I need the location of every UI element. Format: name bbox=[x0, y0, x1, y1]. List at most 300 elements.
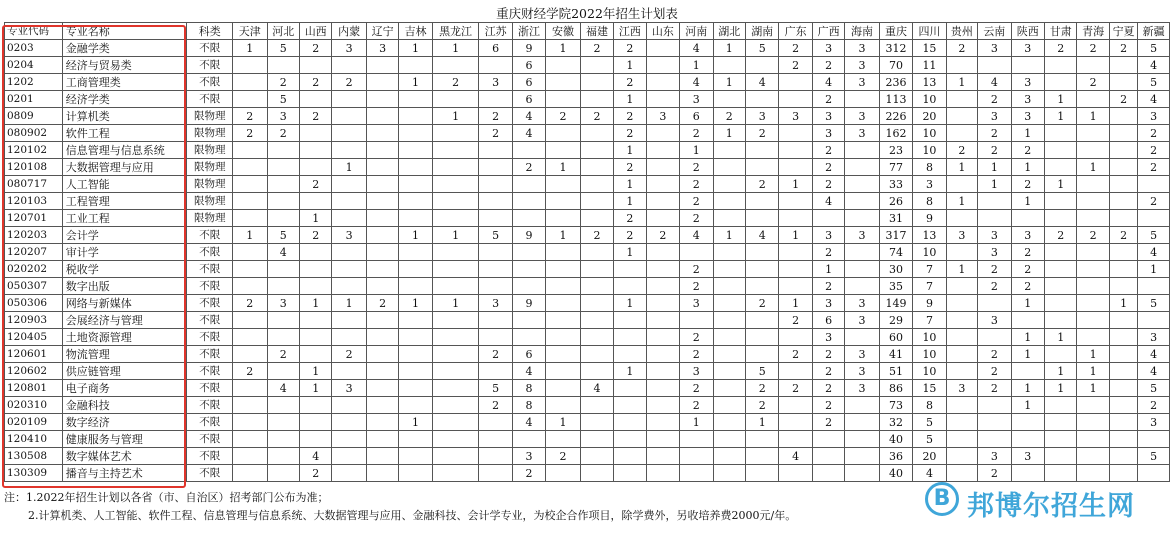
quota-cell bbox=[332, 176, 366, 193]
quota-cell: 2 bbox=[946, 142, 977, 159]
quota-cell bbox=[713, 244, 745, 261]
quota-cell bbox=[946, 295, 977, 312]
quota-cell bbox=[233, 57, 267, 74]
quota-cell bbox=[745, 448, 778, 465]
quota-cell: 317 bbox=[879, 227, 912, 244]
note-2: 2.计算机类、人工智能、软件工程、信息管理与信息系统、大数据管理与应用、金融科技、会计学专业，为校企合作项目，除学费外，另收培养费2000元/年。 bbox=[28, 509, 797, 522]
quota-cell: 1 bbox=[299, 380, 331, 397]
quota-cell: 2 bbox=[614, 227, 646, 244]
quota-cell: 1 bbox=[1011, 125, 1044, 142]
quota-cell bbox=[432, 312, 479, 329]
quota-cell bbox=[646, 125, 679, 142]
quota-cell: 35 bbox=[879, 278, 912, 295]
subject-type-cell: 不限 bbox=[187, 397, 233, 414]
quota-cell bbox=[812, 448, 844, 465]
column-header: 贵州 bbox=[946, 23, 977, 40]
column-header: 四川 bbox=[913, 23, 946, 40]
quota-cell bbox=[1109, 244, 1137, 261]
quota-cell: 3 bbox=[812, 329, 844, 346]
quota-cell: 2 bbox=[267, 74, 299, 91]
quota-cell: 2 bbox=[512, 465, 545, 482]
quota-cell: 7 bbox=[913, 261, 946, 278]
major-name-cell: 数字媒体艺术 bbox=[62, 448, 187, 465]
major-name-cell: 金融科技 bbox=[62, 397, 187, 414]
quota-cell bbox=[713, 57, 745, 74]
quota-cell bbox=[1109, 397, 1137, 414]
quota-cell bbox=[399, 278, 432, 295]
quota-cell bbox=[233, 176, 267, 193]
quota-cell: 1 bbox=[680, 57, 713, 74]
quota-cell: 1 bbox=[1077, 363, 1109, 380]
quota-cell bbox=[812, 431, 844, 448]
quota-cell: 3 bbox=[845, 227, 879, 244]
quota-cell: 2 bbox=[812, 380, 844, 397]
major-name-cell: 审计学 bbox=[62, 244, 187, 261]
quota-cell bbox=[1011, 363, 1044, 380]
quota-cell bbox=[299, 57, 331, 74]
quota-cell: 26 bbox=[879, 193, 912, 210]
quota-cell bbox=[366, 227, 398, 244]
quota-cell bbox=[479, 142, 512, 159]
quota-cell bbox=[1077, 125, 1109, 142]
table-row bbox=[5, 244, 1170, 261]
quota-cell: 2 bbox=[580, 108, 613, 125]
quota-cell bbox=[267, 312, 299, 329]
quota-cell bbox=[745, 142, 778, 159]
quota-cell bbox=[745, 57, 778, 74]
quota-cell bbox=[946, 465, 977, 482]
quota-cell: 1 bbox=[1077, 108, 1109, 125]
quota-cell bbox=[332, 125, 366, 142]
quota-cell: 1 bbox=[299, 210, 331, 227]
major-name-cell: 网络与新媒体 bbox=[62, 295, 187, 312]
quota-cell bbox=[299, 278, 331, 295]
quota-cell bbox=[779, 142, 812, 159]
quota-cell bbox=[332, 193, 366, 210]
quota-cell bbox=[546, 125, 580, 142]
column-header: 专业代码 bbox=[5, 23, 63, 40]
quota-cell: 2 bbox=[299, 108, 331, 125]
quota-cell: 5 bbox=[267, 91, 299, 108]
quota-cell bbox=[1109, 176, 1137, 193]
quota-cell bbox=[580, 210, 613, 227]
quota-cell: 2 bbox=[614, 159, 646, 176]
quota-cell bbox=[1077, 278, 1109, 295]
quota-cell: 2 bbox=[812, 397, 844, 414]
quota-cell: 4 bbox=[267, 244, 299, 261]
quota-cell bbox=[267, 414, 299, 431]
quota-cell bbox=[713, 346, 745, 363]
column-header: 重庆 bbox=[879, 23, 912, 40]
quota-cell: 9 bbox=[512, 40, 545, 57]
quota-cell: 5 bbox=[1138, 227, 1170, 244]
quota-cell bbox=[580, 465, 613, 482]
quota-cell: 2 bbox=[1138, 142, 1170, 159]
footnotes bbox=[4, 489, 796, 525]
quota-cell: 36 bbox=[879, 448, 912, 465]
quota-cell bbox=[233, 329, 267, 346]
quota-cell: 6 bbox=[479, 40, 512, 57]
quota-cell bbox=[432, 397, 479, 414]
quota-cell bbox=[1077, 397, 1109, 414]
quota-cell: 6 bbox=[680, 108, 713, 125]
quota-cell: 2 bbox=[779, 312, 812, 329]
quota-cell: 312 bbox=[879, 40, 912, 57]
quota-cell: 2 bbox=[1109, 227, 1137, 244]
quota-cell: 13 bbox=[913, 74, 946, 91]
quota-cell bbox=[713, 431, 745, 448]
quota-cell bbox=[946, 176, 977, 193]
quota-cell: 10 bbox=[913, 363, 946, 380]
quota-cell bbox=[1109, 108, 1137, 125]
quota-cell bbox=[366, 363, 398, 380]
subject-type-cell: 不限 bbox=[187, 329, 233, 346]
quota-cell bbox=[366, 346, 398, 363]
quota-cell bbox=[745, 346, 778, 363]
quota-cell bbox=[1011, 210, 1044, 227]
quota-cell bbox=[646, 431, 679, 448]
quota-cell bbox=[1109, 363, 1137, 380]
quota-cell bbox=[366, 244, 398, 261]
quota-cell: 3 bbox=[779, 108, 812, 125]
quota-cell: 13 bbox=[913, 227, 946, 244]
quota-cell bbox=[745, 278, 778, 295]
quota-cell bbox=[580, 295, 613, 312]
quota-cell bbox=[299, 431, 331, 448]
quota-cell: 6 bbox=[812, 312, 844, 329]
quota-cell bbox=[1045, 312, 1077, 329]
quota-cell: 2 bbox=[299, 40, 331, 57]
quota-cell bbox=[332, 210, 366, 227]
quota-cell: 2 bbox=[1011, 176, 1044, 193]
quota-cell: 2 bbox=[779, 40, 812, 57]
quota-cell bbox=[779, 465, 812, 482]
quota-cell: 2 bbox=[546, 108, 580, 125]
quota-cell bbox=[1045, 261, 1077, 278]
table-row bbox=[5, 312, 1170, 329]
table-row bbox=[5, 295, 1170, 312]
quota-cell bbox=[479, 210, 512, 227]
quota-cell: 3 bbox=[812, 125, 844, 142]
quota-cell bbox=[299, 261, 331, 278]
quota-cell bbox=[713, 414, 745, 431]
quota-cell bbox=[1109, 261, 1137, 278]
logo-text: 邦博尔招生网 bbox=[967, 491, 1135, 522]
quota-cell bbox=[1045, 57, 1077, 74]
quota-cell bbox=[946, 346, 977, 363]
quota-cell bbox=[1077, 261, 1109, 278]
quota-cell: 1 bbox=[399, 40, 432, 57]
quota-cell bbox=[299, 193, 331, 210]
column-header: 江西 bbox=[614, 23, 646, 40]
quota-cell bbox=[614, 278, 646, 295]
quota-cell bbox=[646, 312, 679, 329]
column-header: 新疆 bbox=[1138, 23, 1170, 40]
quota-cell: 1 bbox=[946, 261, 977, 278]
quota-cell: 1 bbox=[946, 159, 977, 176]
subject-type-cell: 不限 bbox=[187, 261, 233, 278]
quota-cell bbox=[580, 278, 613, 295]
quota-cell: 2 bbox=[779, 57, 812, 74]
quota-cell: 3 bbox=[479, 295, 512, 312]
subject-type-cell: 限物理 bbox=[187, 176, 233, 193]
column-header: 河南 bbox=[680, 23, 713, 40]
major-name-cell: 人工智能 bbox=[62, 176, 187, 193]
quota-cell: 5 bbox=[1138, 380, 1170, 397]
quota-cell bbox=[1109, 125, 1137, 142]
quota-cell: 4 bbox=[1138, 91, 1170, 108]
quota-cell bbox=[479, 57, 512, 74]
quota-cell: 10 bbox=[913, 142, 946, 159]
quota-cell bbox=[646, 142, 679, 159]
subject-type-cell: 不限 bbox=[187, 244, 233, 261]
quota-cell bbox=[779, 159, 812, 176]
quota-cell bbox=[299, 346, 331, 363]
quota-cell bbox=[614, 380, 646, 397]
quota-cell bbox=[512, 244, 545, 261]
quota-cell bbox=[267, 465, 299, 482]
quota-cell: 2 bbox=[978, 261, 1011, 278]
quota-cell: 4 bbox=[1138, 346, 1170, 363]
quota-cell bbox=[713, 363, 745, 380]
quota-cell bbox=[233, 380, 267, 397]
quota-cell: 2 bbox=[1011, 244, 1044, 261]
quota-cell: 1 bbox=[332, 159, 366, 176]
admission-plan-sheet bbox=[4, 4, 1170, 482]
major-name-cell: 播音与主持艺术 bbox=[62, 465, 187, 482]
quota-cell: 2 bbox=[1011, 261, 1044, 278]
quota-cell: 8 bbox=[512, 380, 545, 397]
quota-cell bbox=[366, 414, 398, 431]
quota-cell bbox=[1011, 431, 1044, 448]
table-row bbox=[5, 193, 1170, 210]
quota-cell: 2 bbox=[332, 346, 366, 363]
quota-cell bbox=[267, 397, 299, 414]
quota-cell bbox=[546, 397, 580, 414]
quota-cell: 2 bbox=[680, 210, 713, 227]
quota-cell: 2 bbox=[745, 125, 778, 142]
column-header: 天津 bbox=[233, 23, 267, 40]
quota-cell bbox=[299, 397, 331, 414]
quota-cell bbox=[432, 176, 479, 193]
quota-cell bbox=[646, 414, 679, 431]
quota-cell bbox=[646, 193, 679, 210]
subject-type-cell: 不限 bbox=[187, 448, 233, 465]
quota-cell bbox=[546, 244, 580, 261]
column-header: 吉林 bbox=[399, 23, 432, 40]
quota-cell: 2 bbox=[299, 176, 331, 193]
major-name-cell: 物流管理 bbox=[62, 346, 187, 363]
major-code-cell: 120207 bbox=[5, 244, 63, 261]
quota-cell bbox=[546, 57, 580, 74]
quota-cell: 1 bbox=[1077, 159, 1109, 176]
quota-cell bbox=[267, 363, 299, 380]
quota-cell bbox=[1109, 278, 1137, 295]
major-code-cell: 050307 bbox=[5, 278, 63, 295]
quota-cell: 2 bbox=[812, 142, 844, 159]
quota-cell bbox=[614, 346, 646, 363]
quota-cell: 1 bbox=[1077, 346, 1109, 363]
major-code-cell: 120102 bbox=[5, 142, 63, 159]
quota-cell bbox=[845, 329, 879, 346]
quota-cell bbox=[779, 431, 812, 448]
quota-cell: 3 bbox=[978, 448, 1011, 465]
quota-cell bbox=[366, 74, 398, 91]
quota-cell: 3 bbox=[978, 244, 1011, 261]
quota-cell bbox=[1045, 210, 1077, 227]
quota-cell: 2 bbox=[812, 57, 844, 74]
quota-cell bbox=[779, 329, 812, 346]
quota-cell: 4 bbox=[680, 40, 713, 57]
quota-cell: 32 bbox=[879, 414, 912, 431]
quota-cell bbox=[978, 431, 1011, 448]
major-code-cell: 120103 bbox=[5, 193, 63, 210]
major-code-cell: 0204 bbox=[5, 57, 63, 74]
major-code-cell: 0809 bbox=[5, 108, 63, 125]
quota-cell bbox=[267, 142, 299, 159]
quota-cell: 3 bbox=[332, 227, 366, 244]
quota-cell bbox=[332, 244, 366, 261]
quota-cell bbox=[1077, 210, 1109, 227]
quota-cell: 3 bbox=[978, 312, 1011, 329]
quota-cell: 6 bbox=[512, 346, 545, 363]
table-row bbox=[5, 397, 1170, 414]
quota-cell bbox=[1109, 380, 1137, 397]
quota-cell: 3 bbox=[267, 108, 299, 125]
quota-cell bbox=[432, 159, 479, 176]
major-code-cell: 120410 bbox=[5, 431, 63, 448]
quota-cell: 1 bbox=[1045, 380, 1077, 397]
quota-cell: 2 bbox=[745, 295, 778, 312]
quota-cell bbox=[845, 448, 879, 465]
major-code-cell: 0203 bbox=[5, 40, 63, 57]
major-name-cell: 税收学 bbox=[62, 261, 187, 278]
quota-cell: 1 bbox=[432, 295, 479, 312]
major-name-cell: 大数据管理与应用 bbox=[62, 159, 187, 176]
major-name-cell: 工程管理 bbox=[62, 193, 187, 210]
subject-type-cell: 限物理 bbox=[187, 125, 233, 142]
column-header: 河北 bbox=[267, 23, 299, 40]
subject-type-cell: 不限 bbox=[187, 57, 233, 74]
quota-cell bbox=[1109, 465, 1137, 482]
quota-cell: 2 bbox=[614, 108, 646, 125]
quota-cell bbox=[946, 210, 977, 227]
quota-cell bbox=[233, 278, 267, 295]
major-code-cell: 120701 bbox=[5, 210, 63, 227]
quota-cell bbox=[779, 397, 812, 414]
quota-cell bbox=[546, 363, 580, 380]
quota-cell: 2 bbox=[812, 346, 844, 363]
quota-cell bbox=[399, 125, 432, 142]
major-code-cell: 020310 bbox=[5, 397, 63, 414]
quota-cell bbox=[1045, 295, 1077, 312]
subject-type-cell: 不限 bbox=[187, 295, 233, 312]
quota-cell: 2 bbox=[614, 210, 646, 227]
quota-cell bbox=[1138, 176, 1170, 193]
quota-cell: 2 bbox=[1045, 227, 1077, 244]
quota-cell bbox=[1077, 193, 1109, 210]
quota-cell: 1 bbox=[779, 227, 812, 244]
table-row bbox=[5, 74, 1170, 91]
quota-cell bbox=[1138, 278, 1170, 295]
quota-cell bbox=[580, 159, 613, 176]
quota-cell: 3 bbox=[366, 40, 398, 57]
quota-cell: 2 bbox=[479, 346, 512, 363]
subject-type-cell: 限物理 bbox=[187, 108, 233, 125]
quota-cell bbox=[713, 295, 745, 312]
quota-cell bbox=[432, 261, 479, 278]
quota-cell: 2 bbox=[299, 465, 331, 482]
quota-cell: 4 bbox=[812, 193, 844, 210]
quota-cell: 2 bbox=[1077, 40, 1109, 57]
quota-cell: 51 bbox=[879, 363, 912, 380]
quota-cell bbox=[479, 329, 512, 346]
quota-cell: 4 bbox=[1138, 244, 1170, 261]
quota-cell: 2 bbox=[978, 465, 1011, 482]
quota-cell bbox=[845, 210, 879, 227]
quota-cell bbox=[546, 176, 580, 193]
quota-cell: 5 bbox=[1138, 40, 1170, 57]
quota-cell bbox=[366, 380, 398, 397]
quota-cell: 2 bbox=[1109, 91, 1137, 108]
quota-cell bbox=[1077, 142, 1109, 159]
quota-cell: 3 bbox=[812, 108, 844, 125]
quota-cell bbox=[946, 125, 977, 142]
quota-cell bbox=[580, 448, 613, 465]
quota-cell bbox=[1109, 74, 1137, 91]
quota-cell bbox=[546, 142, 580, 159]
quota-cell: 1 bbox=[614, 142, 646, 159]
quota-cell: 2 bbox=[1138, 125, 1170, 142]
quota-cell bbox=[432, 329, 479, 346]
quota-cell: 2 bbox=[267, 125, 299, 142]
quota-cell bbox=[680, 465, 713, 482]
quota-cell bbox=[233, 91, 267, 108]
quota-cell bbox=[1077, 57, 1109, 74]
quota-cell: 3 bbox=[1138, 329, 1170, 346]
quota-cell: 1 bbox=[1011, 193, 1044, 210]
quota-cell: 8 bbox=[913, 397, 946, 414]
quota-cell bbox=[580, 142, 613, 159]
major-name-cell: 信息管理与信息系统 bbox=[62, 142, 187, 159]
quota-cell: 3 bbox=[845, 125, 879, 142]
quota-cell bbox=[713, 91, 745, 108]
quota-cell bbox=[233, 74, 267, 91]
table-row bbox=[5, 57, 1170, 74]
quota-cell bbox=[580, 431, 613, 448]
quota-cell bbox=[366, 465, 398, 482]
column-header: 广西 bbox=[812, 23, 844, 40]
quota-cell: 2 bbox=[580, 40, 613, 57]
quota-cell bbox=[332, 414, 366, 431]
quota-cell bbox=[580, 397, 613, 414]
quota-cell bbox=[713, 176, 745, 193]
quota-cell bbox=[745, 244, 778, 261]
quota-cell bbox=[546, 431, 580, 448]
quota-cell bbox=[332, 278, 366, 295]
quota-cell bbox=[1045, 125, 1077, 142]
quota-cell bbox=[580, 346, 613, 363]
major-name-cell: 金融学类 bbox=[62, 40, 187, 57]
quota-cell: 3 bbox=[512, 448, 545, 465]
quota-cell bbox=[946, 363, 977, 380]
column-header: 专业名称 bbox=[62, 23, 187, 40]
quota-cell: 2 bbox=[680, 176, 713, 193]
quota-cell: 4 bbox=[680, 227, 713, 244]
quota-cell: 2 bbox=[812, 244, 844, 261]
quota-cell: 162 bbox=[879, 125, 912, 142]
quota-cell: 2 bbox=[512, 159, 545, 176]
